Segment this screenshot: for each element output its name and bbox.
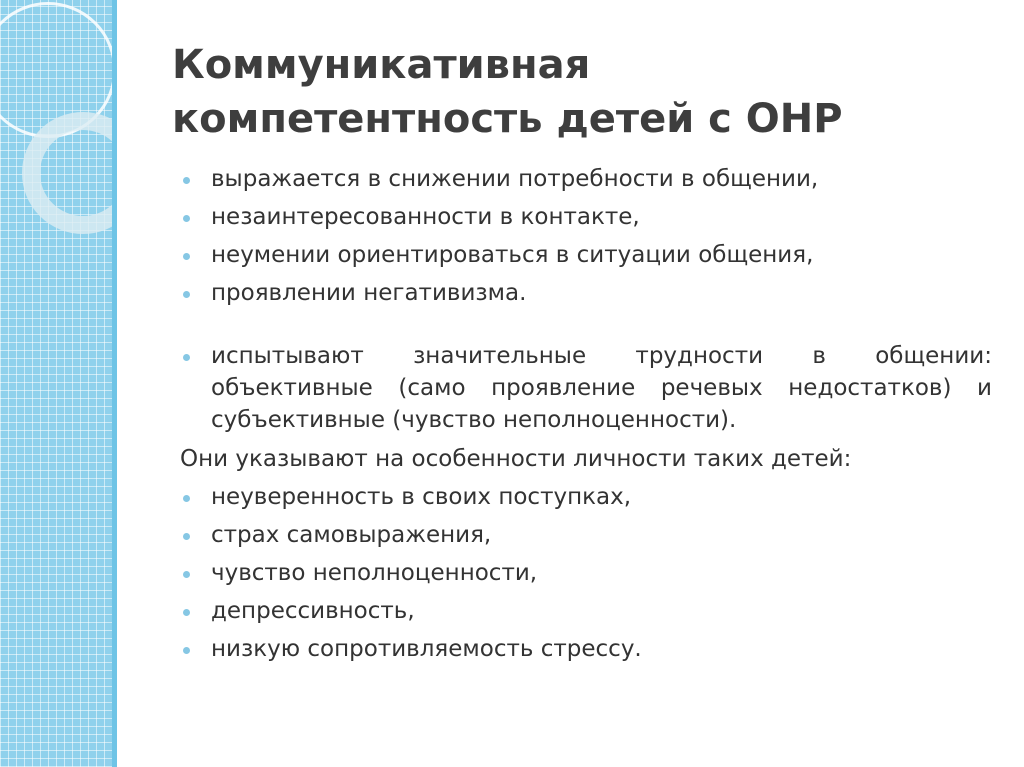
bullet-icon — [183, 215, 190, 222]
list-item-text: проявлении негативизма. — [211, 280, 527, 306]
list-item — [180, 630, 992, 668]
list-item-text: неумении ориентироваться в ситуации общения, — [211, 242, 814, 268]
list-item — [180, 274, 992, 312]
decorative-side-band — [0, 0, 112, 767]
list-item — [180, 198, 992, 236]
list-item-text: страх самовыражения, — [211, 522, 492, 548]
slide-title — [172, 38, 992, 146]
bullet-icon — [183, 291, 190, 298]
list-item-text: выражается в снижении потребности в общении, — [211, 166, 819, 192]
bullet-icon — [183, 495, 190, 502]
bullet-list — [180, 340, 992, 436]
list-item-text: низкую сопротивляемость стрессу. — [211, 636, 642, 662]
list-item — [180, 592, 992, 630]
decorative-ring — [22, 112, 112, 234]
bullet-icon — [183, 533, 190, 540]
bullet-list — [180, 160, 992, 312]
slide-content — [180, 160, 992, 668]
list-item — [180, 478, 992, 516]
bullet-icon — [183, 354, 190, 361]
bullet-icon — [183, 253, 190, 260]
list-item-text: депрессивность, — [211, 598, 415, 624]
bullet-icon — [183, 571, 190, 578]
slide-title-line: Коммуникативная — [172, 42, 591, 88]
bullet-icon — [183, 609, 190, 616]
list-item — [180, 516, 992, 554]
list-item-text: чувство неполноценности, — [211, 560, 538, 586]
side-band-edge — [112, 0, 117, 767]
list-item-text: испытывают значительные трудности в общении: объективные (само проявление речевых недостатков) и субъективные (чувство неполноценности). — [211, 343, 992, 433]
decorative-ring — [0, 2, 112, 138]
list-item — [180, 340, 992, 436]
list-item-text: незаинтересованности в контакте, — [211, 204, 640, 230]
bullet-icon — [183, 647, 190, 654]
list-item — [180, 160, 992, 198]
spacer — [180, 312, 992, 340]
slide-title-line: компетентность детей с ОНР — [172, 96, 843, 142]
plain-text: Они указывают на особенности личности таких детей: — [180, 446, 852, 472]
list-item — [180, 236, 992, 274]
bullet-icon — [183, 177, 190, 184]
bullet-list — [180, 478, 992, 668]
list-item-text: неуверенность в своих поступках, — [211, 484, 632, 510]
list-item — [180, 554, 992, 592]
